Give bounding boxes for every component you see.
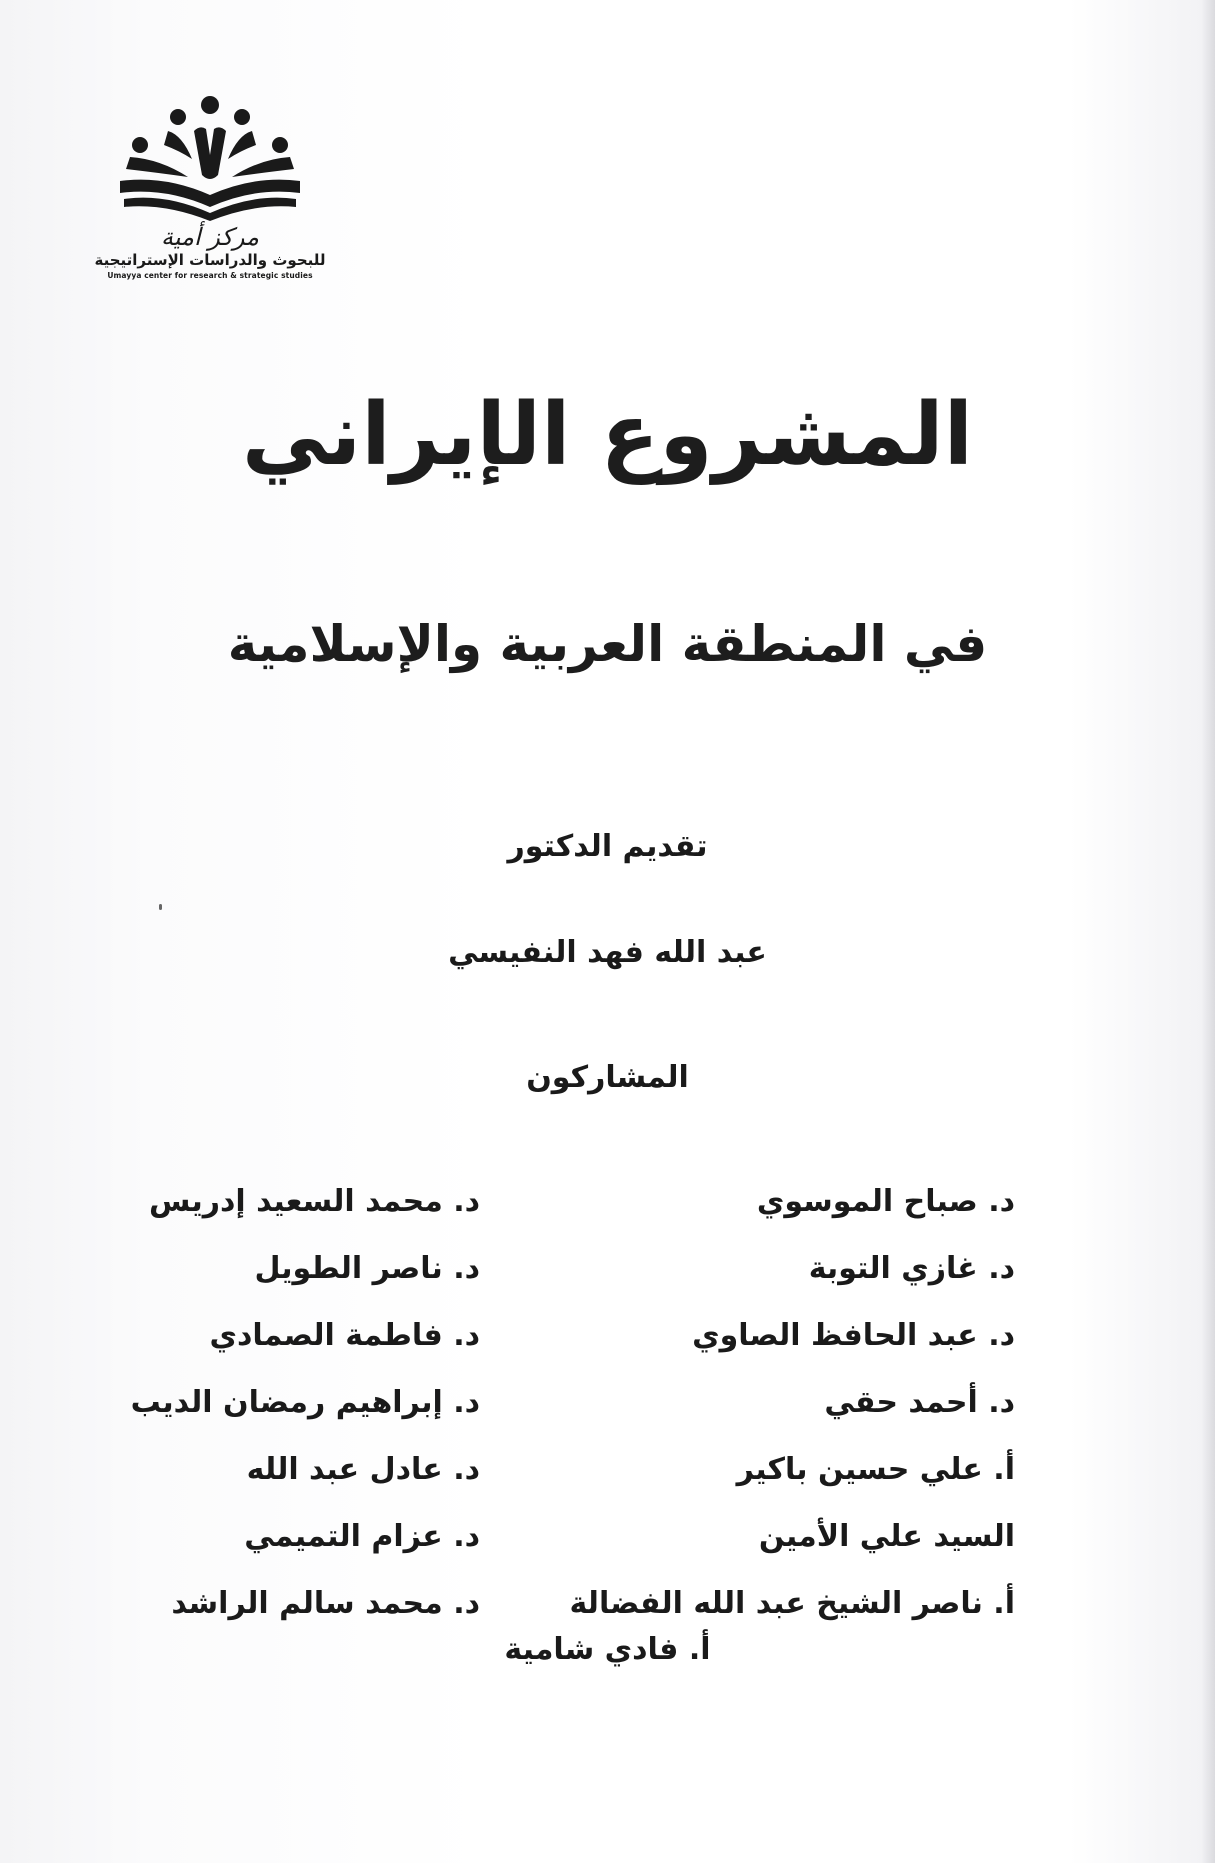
participant-name: د. عادل عبد الله: [246, 1452, 480, 1487]
logo-subtitle-en: Umayya center for research & strategic studies: [107, 271, 313, 280]
participant-name: د. محمد السعيد إدريس: [149, 1184, 480, 1219]
participant-name: د. عزام التميمي: [244, 1519, 480, 1554]
participant-name: د. أحمد حقي: [824, 1385, 1015, 1420]
participant-name: د. غازي التوبة: [808, 1251, 1015, 1286]
umayya-center-logo: [80, 95, 340, 335]
book-subtitle: في المنطقة العربية والإسلامية: [227, 615, 988, 673]
participants-heading: المشاركون: [526, 1060, 689, 1095]
page-edge-shadow: [1201, 0, 1215, 1863]
participant-name: السيد علي الأمين: [758, 1519, 1015, 1554]
logo-subtitle-ar: للبحوث والدراسات الإستراتيجية: [94, 251, 326, 269]
introduction-name: عبد الله فهد النفيسي: [448, 935, 767, 970]
participant-name-last: أ. فادي شامية: [504, 1632, 711, 1667]
participant-name: د. محمد سالم الراشد: [171, 1586, 480, 1621]
participants-right-column: [569, 1168, 1015, 1637]
book-title: المشروع الإيراني: [241, 385, 974, 485]
participant-name: د. عبد الحافظ الصاوي: [692, 1318, 1015, 1353]
logo-name-ar: مركز أمية: [160, 223, 260, 251]
open-book-people-icon: [110, 95, 310, 225]
introduction-label: تقديم الدكتور: [507, 829, 708, 864]
participant-name: د. صباح الموسوي: [756, 1184, 1015, 1219]
participant-name: أ. ناصر الشيخ عبد الله الفضالة: [569, 1586, 1015, 1621]
participant-name: د. إبراهيم رمضان الديب: [130, 1385, 480, 1420]
participant-name: د. فاطمة الصمادي: [209, 1318, 480, 1353]
participants-left-column: [120, 1168, 480, 1637]
participant-name: د. ناصر الطويل: [254, 1251, 480, 1286]
participant-name: أ. علي حسين باكير: [736, 1452, 1015, 1487]
paper-speck: [159, 904, 162, 910]
